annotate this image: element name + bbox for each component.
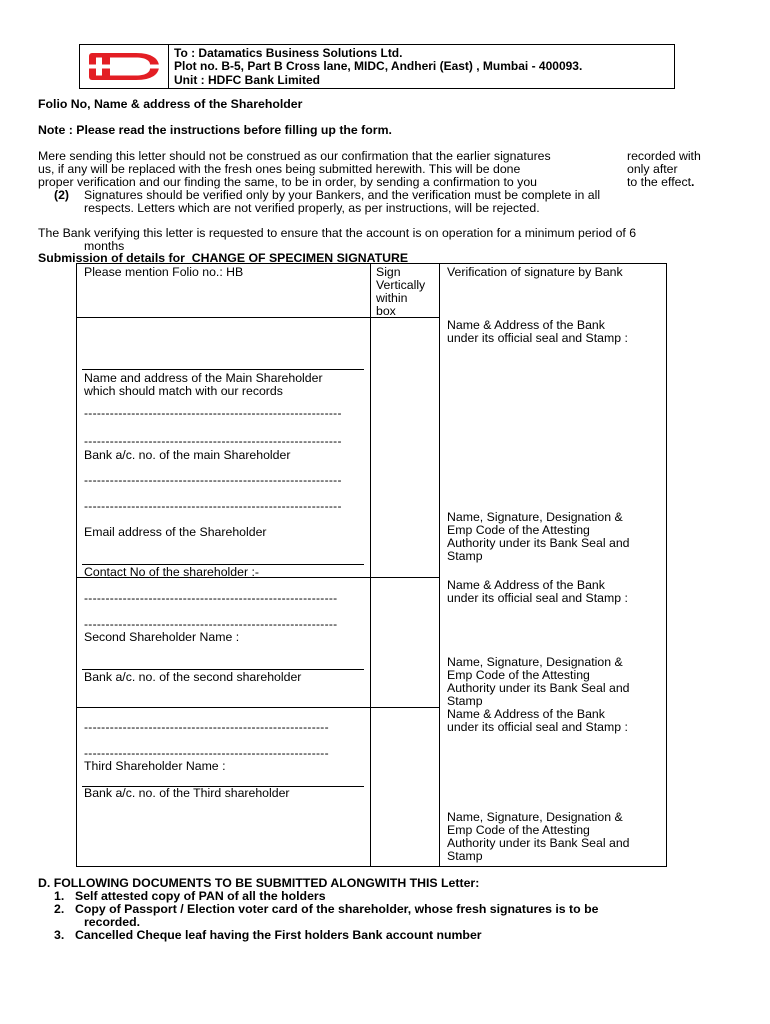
header-box [79, 44, 675, 89]
doc-item-num: 1. [54, 889, 65, 903]
para1-right1: recorded with [627, 149, 701, 163]
doc-item-num: 2. [54, 902, 65, 916]
seal-label-1: Name & Address of the Bank [447, 707, 605, 721]
datamatics-logo [80, 45, 168, 88]
submission-title: CHANGE OF SPECIMEN SIGNATURE [191, 251, 409, 265]
auth-label-4: Stamp [447, 849, 483, 863]
auth-label-3: Authority under its Bank Seal and [447, 836, 630, 850]
para1-line3: proper verification and our finding the same, to be in order, by sending a confirmation to you [38, 175, 538, 189]
sign-label-1: Sign [376, 265, 401, 279]
folio-heading: Folio No, Name & address of the Shareholder [38, 97, 303, 111]
auth-label-4: Stamp [447, 549, 483, 563]
auth-label-3: Authority under its Bank Seal and [447, 536, 630, 550]
second-name-label: Second Shareholder Name : [84, 630, 240, 644]
auth-label-2: Emp Code of the Attesting [447, 668, 590, 682]
para1-right2: only after [627, 162, 678, 176]
auth-label-1: Name, Signature, Designation & [447, 810, 623, 824]
seal-label-2: under its official seal and Stamp : [447, 720, 628, 734]
auth-label-4: Stamp [447, 694, 483, 708]
note-text: Note : Please read the instructions before filling up the form. [38, 123, 392, 137]
header-address-line: Plot no. B-5, Part B Cross lane, MIDC, Andheri (East) , Mumbai - 400093. [174, 59, 583, 74]
para2-line2: respects. Letters which are not verified properly, as per instructions, will be rejected. [84, 201, 540, 215]
auth-label-1: Name, Signature, Designation & [447, 510, 623, 524]
contact-label: Contact No of the shareholder :- [84, 565, 259, 579]
specimen-signature-table [76, 263, 667, 867]
submission-prefix: Submission of details for [38, 251, 185, 265]
seal-label-2: under its official seal and Stamp : [447, 331, 628, 345]
dash-line: ------------------------------------------------------------ [84, 473, 342, 487]
para2-number: (2) [54, 188, 70, 202]
sign-label-4: box [376, 304, 396, 318]
doc-item-cont: recorded. [84, 915, 141, 929]
header-to-line: To : Datamatics Business Solutions Ltd. [174, 46, 403, 60]
folio-no-label: Please mention Folio no.: HB [84, 265, 244, 279]
verification-label: Verification of signature by Bank [447, 265, 623, 279]
dash-line: --------------------------------------------------------- [84, 746, 329, 760]
third-bank-label: Bank a/c. no. of the Third shareholder [84, 786, 290, 800]
email-label: Email address of the Shareholder [84, 525, 267, 539]
doc-item-text: Cancelled Cheque leaf having the First holders Bank account number [75, 928, 482, 942]
para2-line1: Signatures should be verified only by your Bankers, and the verification must be complete in all [84, 188, 601, 202]
auth-label-2: Emp Code of the Attesting [447, 823, 590, 837]
auth-label-2: Emp Code of the Attesting [447, 523, 590, 537]
para3-line2: months [84, 239, 125, 253]
doc-item-text: Copy of Passport / Election voter card of the shareholder, whose fresh signatures is to be [75, 902, 599, 916]
dash-line: ------------------------------------------------------------ [84, 406, 342, 420]
second-bank-label: Bank a/c. no. of the second shareholder [84, 670, 302, 684]
para3-line1: The Bank verifying this letter is requested to ensure that the account is on operation for a minimum period of 6 [38, 226, 637, 240]
seal-label-2: under its official seal and Stamp : [447, 591, 628, 605]
header-unit-line: Unit : HDFC Bank Limited [174, 72, 320, 87]
dash-line: ----------------------------------------------------------- [84, 617, 338, 631]
third-name-label: Third Shareholder Name : [84, 759, 226, 773]
auth-label-1: Name, Signature, Designation & [447, 655, 623, 669]
dash-line: ------------------------------------------------------------ [84, 434, 342, 448]
auth-label-3: Authority under its Bank Seal and [447, 681, 630, 695]
main-name-line2: which should match with our records [84, 384, 283, 398]
main-bank-label: Bank a/c. no. of the main Shareholder [84, 448, 291, 462]
sign-label-2: Vertically [376, 278, 426, 292]
seal-label-1: Name & Address of the Bank [447, 578, 605, 592]
documents-heading: D. FOLLOWING DOCUMENTS TO BE SUBMITTED ALONGWITH THIS Letter: [38, 876, 480, 890]
para1-right3-end: . [691, 175, 695, 189]
doc-item-num: 3. [54, 928, 65, 942]
dash-line: --------------------------------------------------------- [84, 720, 329, 734]
seal-label-1: Name & Address of the Bank [447, 318, 605, 332]
dash-line: ------------------------------------------------------------ [84, 499, 342, 513]
sign-label-3: within [376, 291, 408, 305]
para1-line1: Mere sending this letter should not be construed as our confirmation that the earlier signatures [38, 149, 551, 163]
dash-line: ----------------------------------------------------------- [84, 591, 338, 605]
doc-item-text: Self attested copy of PAN of all the holders [75, 889, 326, 903]
logo-cell [80, 45, 169, 88]
para1-line2: us, if any will be replaced with the fresh ones being submitted herewith. This will be done [38, 162, 521, 176]
main-name-line1: Name and address of the Main Shareholder [84, 371, 323, 385]
para1-right3: to the effect [627, 175, 692, 189]
